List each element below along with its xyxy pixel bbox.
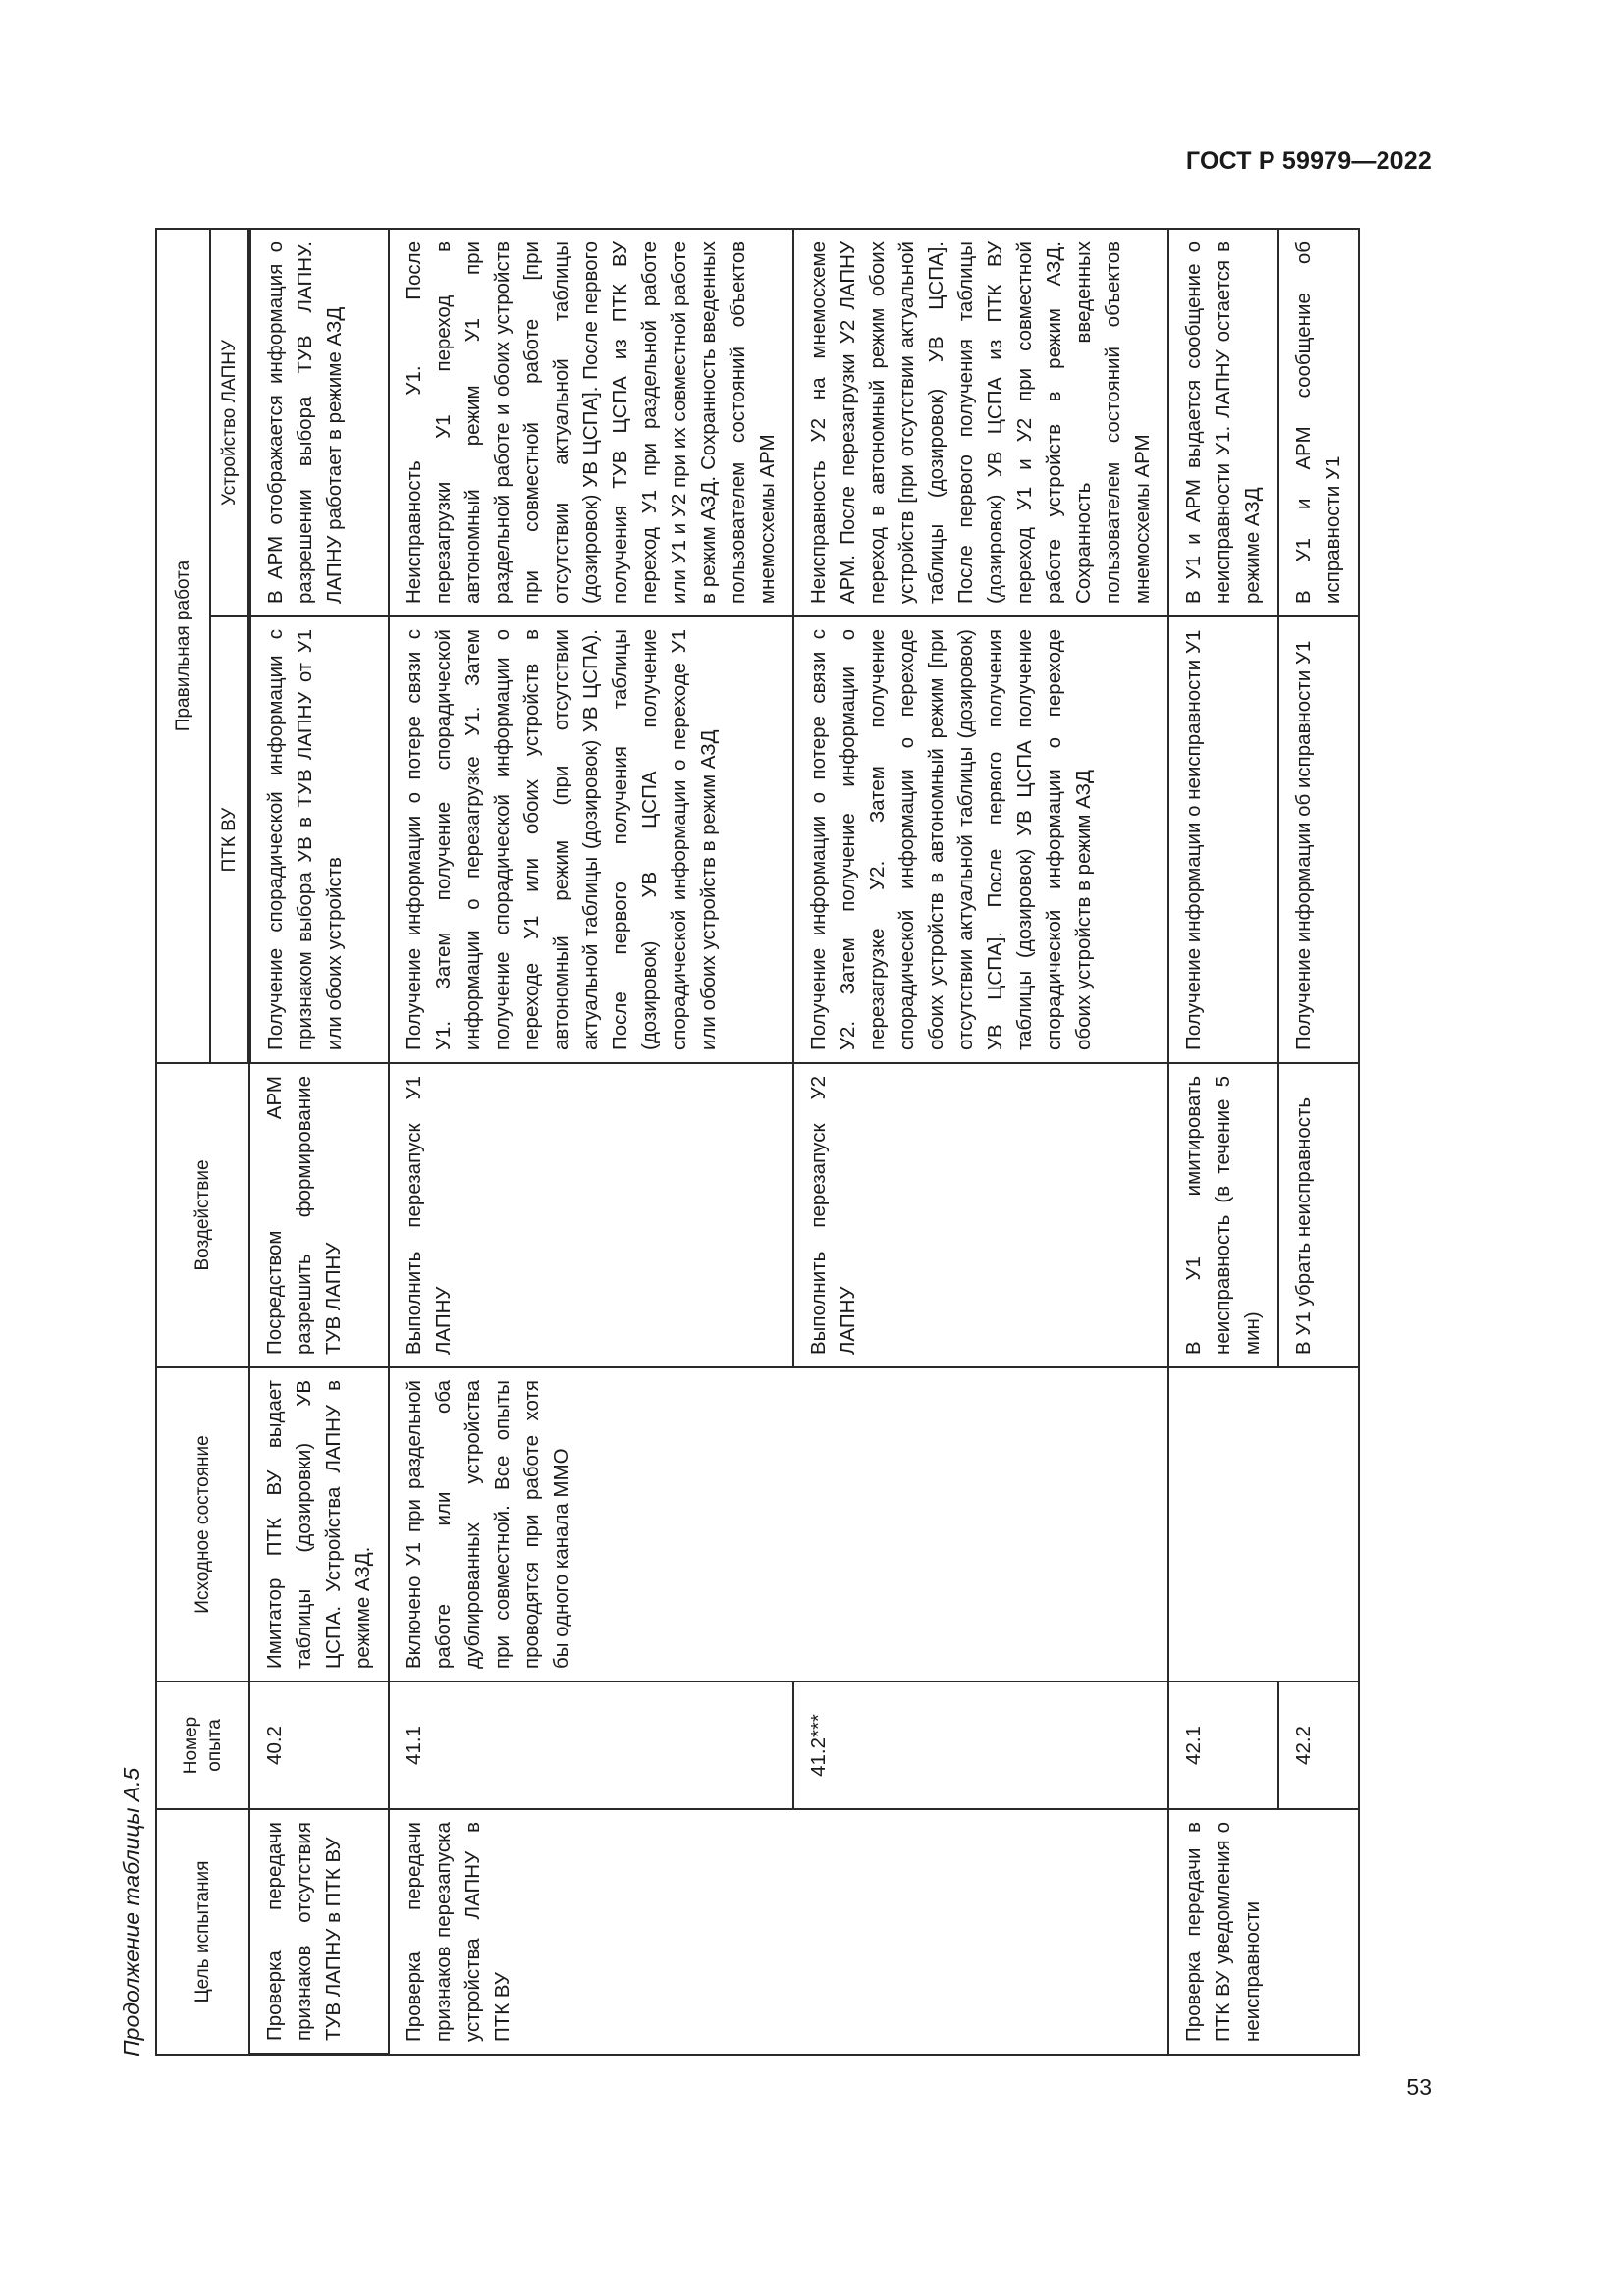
cell-number: 42.2 [1278, 1682, 1359, 1809]
cell-action: В У1 имитировать неисправность (в течение 5 мин) [1168, 1063, 1278, 1367]
cell-initial-state: Имитатор ПТК ВУ выдает таблицы (дозировки) УВ ЦСПА. Устройства ЛАПНУ в режиме АЗД. [249, 1367, 389, 1682]
cell-action: В У1 убрать неисправность [1278, 1063, 1359, 1367]
cell-device: Неисправность У1. После перезагрузки У1 переход в автономный режим У1 при раздельной работе и обоих устройств при совместной работе [при отсутствии актуальной таблицы (дозировок) УВ ЦСПА]. После первого получения ТУВ ЦСПА из ПТК ВУ переход У1 при раздельной работе или У1 и У2 при их совместной работе в режим АЗД. Сохранность введенных пользователем состояний объектов мнемосхемы АРМ [389, 229, 793, 616]
cell-goal: Проверка передачи в ПТК ВУ уведомления о неисправности [1168, 1809, 1359, 2055]
cell-ptk-vu: Получение спорадической информации с признаком выбора УВ в ТУВ ЛАПНУ от У1 или обоих устройств [249, 616, 389, 1063]
table-row [389, 229, 793, 2055]
cell-ptk-vu: Получение информации об исправности У1 [1278, 616, 1359, 1063]
cell-ptk-vu: Получение информации о потере связи с У2. Затем получение информации о перезагрузке У2. Затем получение спорадической информации о переходе обоих устройств в автономный режим [при отсутствии актуальной таблицы (дозировок) УВ ЦСПА]. После первого получения таблицы (дозировок) УВ ЦСПА получение спорадической информации о переходе обоих устройств в режим АЗД [793, 616, 1168, 1063]
cell-device: В АРМ отображается информация о разрешении выбора ТУВ ЛАПНУ. ЛАПНУ работает в режиме АЗД [249, 229, 389, 616]
cell-number: 42.1 [1168, 1682, 1278, 1809]
header-number: Номер опыта [156, 1682, 249, 1809]
cell-goal: Проверка передачи признаков перезапуска устройства ЛАПНУ в ПТК ВУ [389, 1809, 1168, 2055]
document-code: ГОСТ Р 59979—2022 [1185, 147, 1432, 175]
table-caption: Продолжение таблицы А.5 [119, 1767, 144, 2056]
test-table [155, 228, 1360, 2056]
cell-initial-state: Включено У1 при раздельной работе или оба дублированных устройства при совместной. Все опыты проводятся при работе хотя бы одного канала ММО [389, 1367, 1168, 1682]
cell-device: В У1 и АРМ сообщение об исправности У1 [1278, 229, 1359, 616]
cell-device: Неисправность У2 на мнемосхеме АРМ. После перезагрузки У2 ЛАПНУ переход в автономный режим обоих устройств [при отсутствии актуальной таблицы (дозировок) УВ ЦСПА]. После первого получения таблицы (дозировок) УВ ЦСПА из ПТК ВУ переход У1 и У2 при совместной работе устройств в режим АЗД. Сохранность введенных пользователем состояний объектов мнемосхемы АРМ [793, 229, 1168, 616]
page-number: 53 [1406, 2074, 1432, 2100]
header-correct-work: Правильная работа [156, 229, 210, 1063]
cell-number: 41.2*** [793, 1682, 1168, 1809]
cell-action: Посредством АРМ разрешить формирование ТУВ ЛАПНУ [249, 1063, 389, 1367]
table-row [1168, 229, 1278, 2055]
cell-device: В У1 и АРМ выдается сообщение о неисправности У1. ЛАПНУ остается в режиме АЗД [1168, 229, 1278, 616]
cell-action: Выполнить перезапуск У2 ЛАПНУ [793, 1063, 1168, 1367]
table-row [249, 229, 389, 2055]
cell-number: 40.2 [249, 1682, 389, 1809]
cell-goal: Проверка передачи признаков отсутствия ТУВ ЛАПНУ в ПТК ВУ [249, 1809, 389, 2055]
cell-number: 41.1 [389, 1682, 793, 1809]
cell-ptk-vu: Получение информации о потере связи с У1. Затем получение спорадической информации о перезагрузке У1. Затем получение спорадической информации о переходе У1 или обоих устройств в автономный режим (при отсутствии актуальной таблицы (дозировок) УВ ЦСПА). После первого получения таблицы (дозировок) УВ ЦСПА получение спорадической информации о переходе У1 или обоих устройств в режим АЗД [389, 616, 793, 1063]
cell-initial-state-empty [1168, 1367, 1359, 1682]
header-device: Устройство ЛАПНУ [210, 229, 249, 616]
cell-action: Выполнить перезапуск У1 ЛАПНУ [389, 1063, 793, 1367]
header-ptk-vu: ПТК ВУ [210, 616, 249, 1063]
header-action: Воздействие [156, 1063, 249, 1367]
table-row [1278, 229, 1359, 2055]
cell-ptk-vu: Получение информации о неисправности У1 [1168, 616, 1278, 1063]
table-row [793, 229, 1168, 2055]
header-goal: Цель испытания [156, 1809, 249, 2055]
header-initial-state: Исходное состояние [156, 1367, 249, 1682]
rotated-table-block [108, 231, 1355, 2056]
